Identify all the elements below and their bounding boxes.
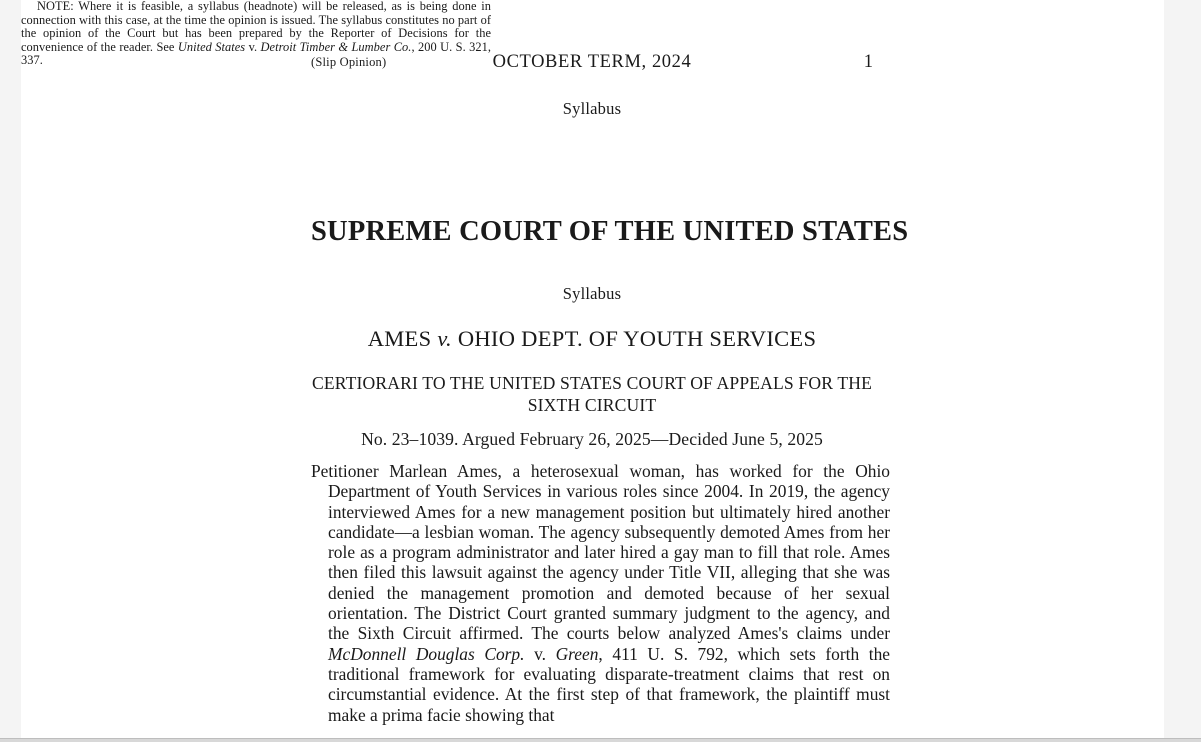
- note-line-3: The syllabus constitutes no part of the opinion of the Court but has been: [21, 12, 491, 41]
- syllabus-heading-top: Syllabus: [562, 99, 622, 118]
- term-label: OCTOBER TERM, 2024: [492, 52, 692, 72]
- note-line-4: prepared by the Reporter of Decisions for the convenience of the reader.: [21, 26, 491, 54]
- body-segment-2: , 411 U. S. 792, which sets forth the traditional framework for evaluating disparate-treatment claims that rest on circumstantial evidence. At the first step of that framework, the plaintiff must make a prima facie showing that: [328, 643, 890, 725]
- note-citation-party-1: United States: [177, 39, 246, 54]
- document-page: [21, 0, 1164, 738]
- running-head: [311, 52, 873, 76]
- note-citation-versus: v.: [245, 39, 261, 54]
- case-petitioner: AMES: [367, 326, 438, 351]
- body-case-name-1: McDonnell Douglas Corp.: [328, 643, 525, 664]
- note-citation-reporter: , 200 U. S. 321, 337.: [21, 39, 491, 68]
- viewport-bottom-edge: [0, 738, 1201, 742]
- body-segment-1: Petitioner Marlean Ames, a heterosexual woman, has worked for the Ohio Department of Youth Services in various roles since 2004. In 2019, the agency interviewed Ames for a new management position but ultimately hired another candidate—a lesbian woman. The agency subsequently demoted Ames from her role as a program administrator and later hired a gay man to fill that role. Ames then filed this lawsuit against the agency under Title VII, alleging that she was denied the management promotion and demoted because of her sexual orientation. The District Court granted summary judgment to the agency, and the Sixth Circuit affirmed. The courts below analyzed Ames's claims under: [311, 461, 890, 644]
- syllabus-heading-main: Syllabus: [562, 284, 622, 303]
- body-case-versus: v.: [524, 643, 556, 664]
- certiorari-line-2: THE SIXTH CIRCUIT: [527, 373, 872, 415]
- case-respondent: OHIO DEPT. OF YOUTH SERVICES: [451, 326, 817, 351]
- syllabus-body-paragraph: [311, 461, 890, 725]
- slip-opinion-label: (Slip Opinion): [311, 55, 387, 69]
- court-title: SUPREME COURT OF THE UNITED STATES: [311, 216, 909, 247]
- note-line-2: being done in connection with this case, at the time the opinion is issued.: [21, 0, 491, 27]
- note-citation-party-2: Detroit Timber & Lumber Co.: [260, 39, 412, 54]
- note-line-1: NOTE: Where it is feasible, a syllabus (headnote) will be released, as is: [37, 0, 416, 13]
- note-see-prefix: See: [156, 39, 178, 54]
- certiorari-line: [311, 372, 873, 416]
- body-case-name-2: Green: [555, 643, 599, 664]
- docket-line: No. 23–1039. Argued February 26, 2025—Decided June 5, 2025: [361, 429, 823, 449]
- case-caption: [311, 326, 873, 352]
- certiorari-line-1: CERTIORARI TO THE UNITED STATES COURT OF APPEALS FOR: [312, 373, 834, 393]
- case-versus: v.: [437, 326, 452, 351]
- page-number: 1: [863, 52, 873, 72]
